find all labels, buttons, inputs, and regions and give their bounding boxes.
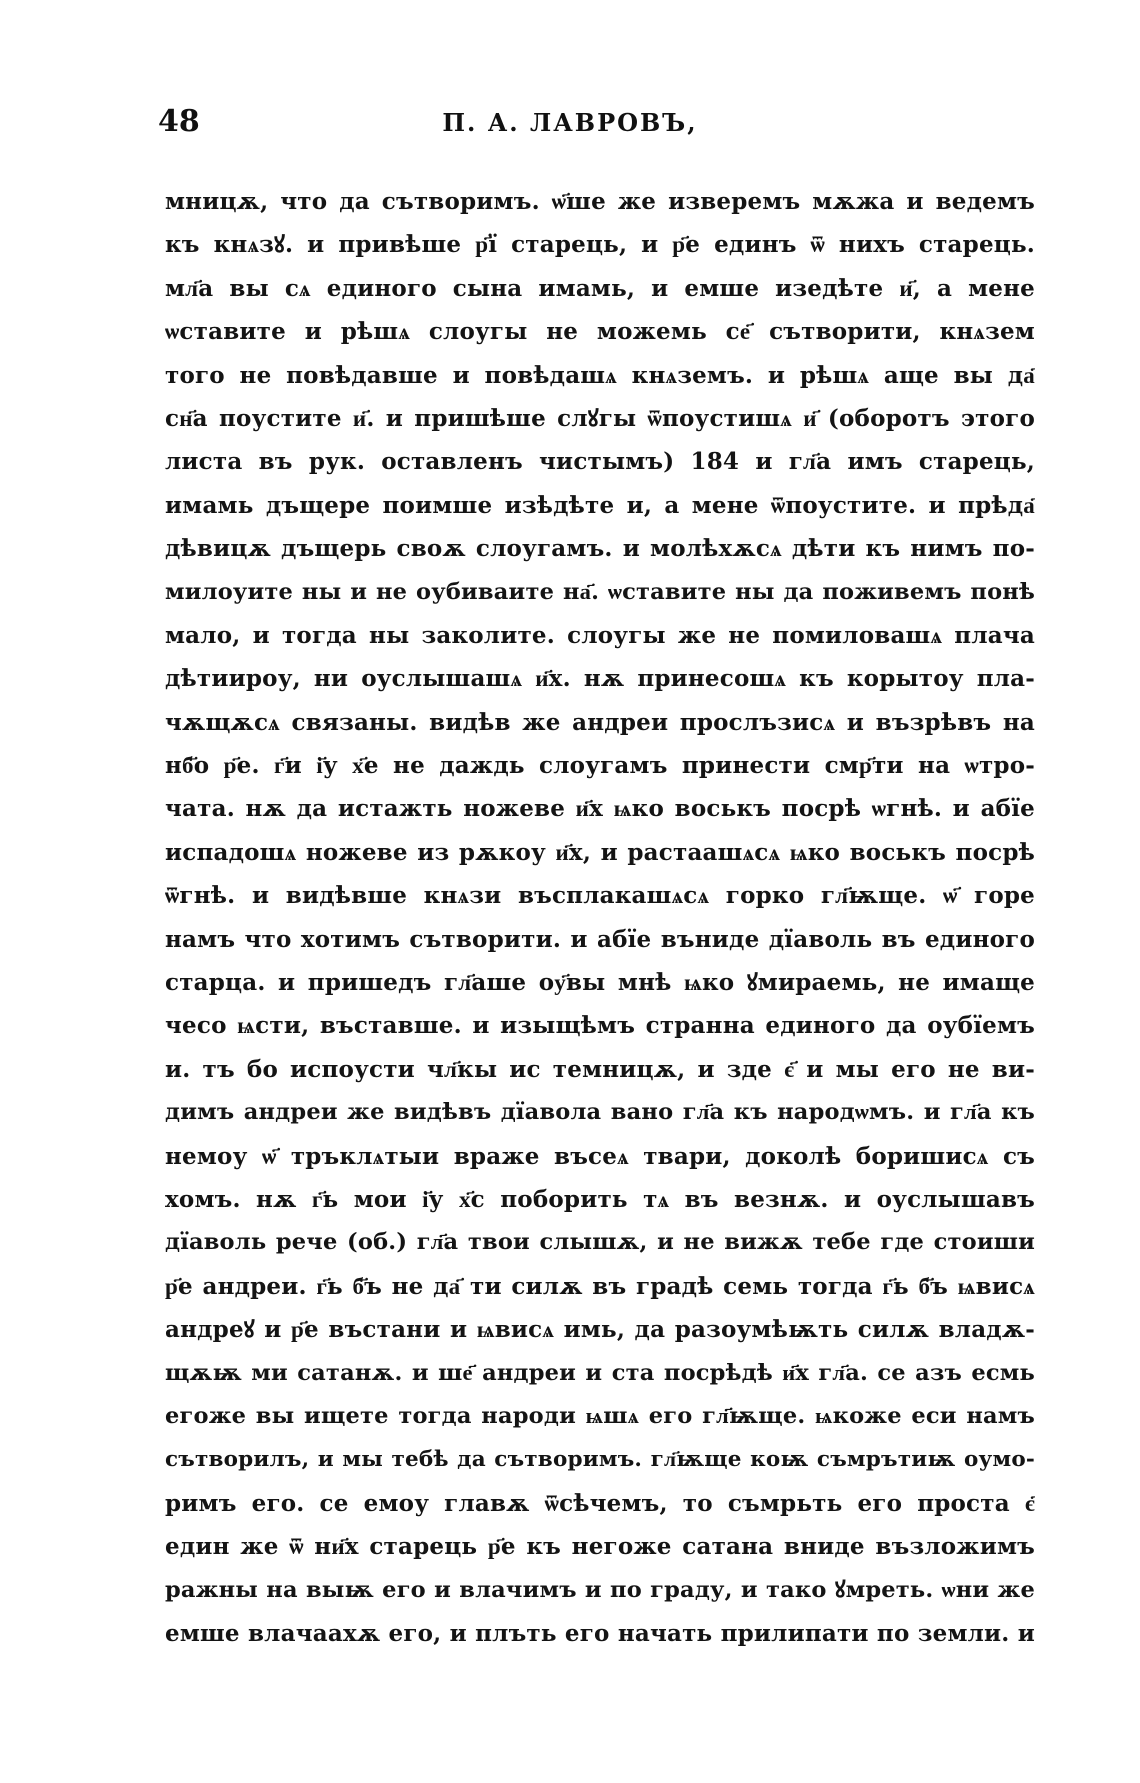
text-line: листа въ рук. оставленъ чистымъ) 184 и гл҃а имъ старець, <box>165 448 1035 476</box>
text-line: имамь дъщере поимше изѣдѣте и, а мене ѿпоустите. и прѣда҃ <box>165 491 1035 519</box>
text-line: чѫщѫсѧ связаны. видѣв же андреи прослъзисѧ и възрѣвъ на <box>165 708 1035 736</box>
text-line: ражны на выѭ его и влачимъ и по граду, и тако ꙋмреть. ѡни же <box>165 1576 1035 1603</box>
text-line: того не повѣдавше и повѣдашѧ кнѧземъ. и рѣшѧ аще вы да҃ <box>165 361 1035 389</box>
text-line: андреꙋ и р҃е въстани и ѩвисѧ имь, да разоумѣѭть силѫ владѫ- <box>165 1316 1035 1344</box>
text-line: сътворилъ, и мы тебѣ да сътворимъ. гл҃ѭще коѭ съмрътиѭ оумо- <box>165 1447 1035 1473</box>
text-line: немоу ѡ҃ тръклѧтыи враже въсеѧ твари, доколѣ боришисѧ съ <box>165 1142 1035 1170</box>
text-line: нб҃о р҃е. г҃и і҃у х҃е не даждь слоугамъ принести смр҃ти на ѡтро- <box>165 752 1035 780</box>
text-line: щѫѭ ми сатанѫ. и ше҃ андреи и ста посрѣдѣ и҃х гл҃а. се азъ есмь <box>165 1359 1035 1386</box>
text-line: емше влачаахѫ его, и плъть его начать прилипати по земли. и <box>165 1619 1035 1647</box>
text-line: милоуите ны и не оубиваите на҃. ѡставите ны да поживемъ понѣ <box>165 578 1035 605</box>
text-line: старца. и пришедъ гл҃аше оу҃вы мнѣ ѩко ꙋмираемь, не имаще <box>165 969 1035 997</box>
text-line: р҃е андреи. г҃ь б҃ъ не да҃ ти силѫ въ градѣ семь тогда г҃ь б҃ъ ѩвисѧ <box>165 1272 1035 1300</box>
text-line: един же ѿ ни҃х старець р҃е къ негоже сатана вниде възложимъ <box>165 1533 1035 1561</box>
text-line: мницѫ, что да сътворимъ. ѡ҃ше же изверемъ мѫжа и ведемъ <box>165 188 1035 215</box>
text-line: дѣтиироу, ни оуслышашѧ и҃х. нѫ принесошѧ къ корытоу пла- <box>165 665 1035 693</box>
running-head-author: П. А. ЛАВРОВЪ, <box>442 108 698 137</box>
text-line: къ кнѧзꙋ. и привѣше р҃ї старець, и р҃е единъ ѿ нихъ старець. <box>165 231 1035 259</box>
text-line: мл҃а вы сѧ единого сына имамь, и емше изедѣте и҃, а мене <box>165 274 1035 302</box>
text-line: римъ его. се емоу главѫ ѿсѣчемъ, то съмрьть его проста є҃ <box>165 1489 1035 1517</box>
text-line: дїаволь рече (об.) гл҃а твои слышѫ, и не вижѫ тебе где стоиши <box>165 1229 1035 1256</box>
text-line: сн҃а поустите и҃. и пришѣше слꙋгы ѿпоустишѧ и҃ (оборотъ этого <box>165 404 1035 432</box>
text-line: намъ что хотимъ сътворити. и абїе въниде дїаволь въ единого <box>165 925 1035 953</box>
text-line: мало, и тогда ны заколите. слоугы же не помиловашѧ плача <box>165 621 1035 649</box>
page-number: 48 <box>158 104 200 139</box>
text-line: чата. нѫ да истажть ножеве и҃х ѩко воськъ посрѣ ѡгнѣ. и абїе <box>165 795 1035 823</box>
text-line: ѡставите и рѣшѧ слоугы не можемь се҃ сътворити, кнѧзем <box>165 318 1035 346</box>
text-line: дѣвицѫ дъщерь своѫ слоугамъ. и молѣхѫсѧ дѣти къ нимъ по- <box>165 535 1035 563</box>
text-line: ѿгнѣ. и видѣвше кнѧзи въсплакашѧсѧ горко гл҃ѭще. ѡ҃ горе <box>165 882 1035 910</box>
text-line: димъ андреи же видѣвъ дїавола вано гл҃а къ народѡмъ. и гл҃а къ <box>165 1099 1035 1126</box>
text-line: егоже вы ищете тогда народи ѩшѧ его гл҃ѭще. ѩкоже еси намъ <box>165 1402 1035 1429</box>
text-line: хомъ. нѫ г҃ь мои і҃у х҃с поборить тѧ въ везнѫ. и оуслышавъ <box>165 1185 1035 1213</box>
body-text <box>165 180 1035 1655</box>
text-line: чесо ѩсти, въставше. и изыщѣмъ странна единого да оубїемъ <box>165 1012 1035 1040</box>
text-line: и. тъ бо испоусти чл҃кы ис темницѫ, и зде є҃ и мы его не ви- <box>165 1055 1035 1083</box>
text-line: испадошѧ ножеве из рѫкоу и҃х, и растаашѧсѧ ѩко воськъ посрѣ <box>165 838 1035 866</box>
